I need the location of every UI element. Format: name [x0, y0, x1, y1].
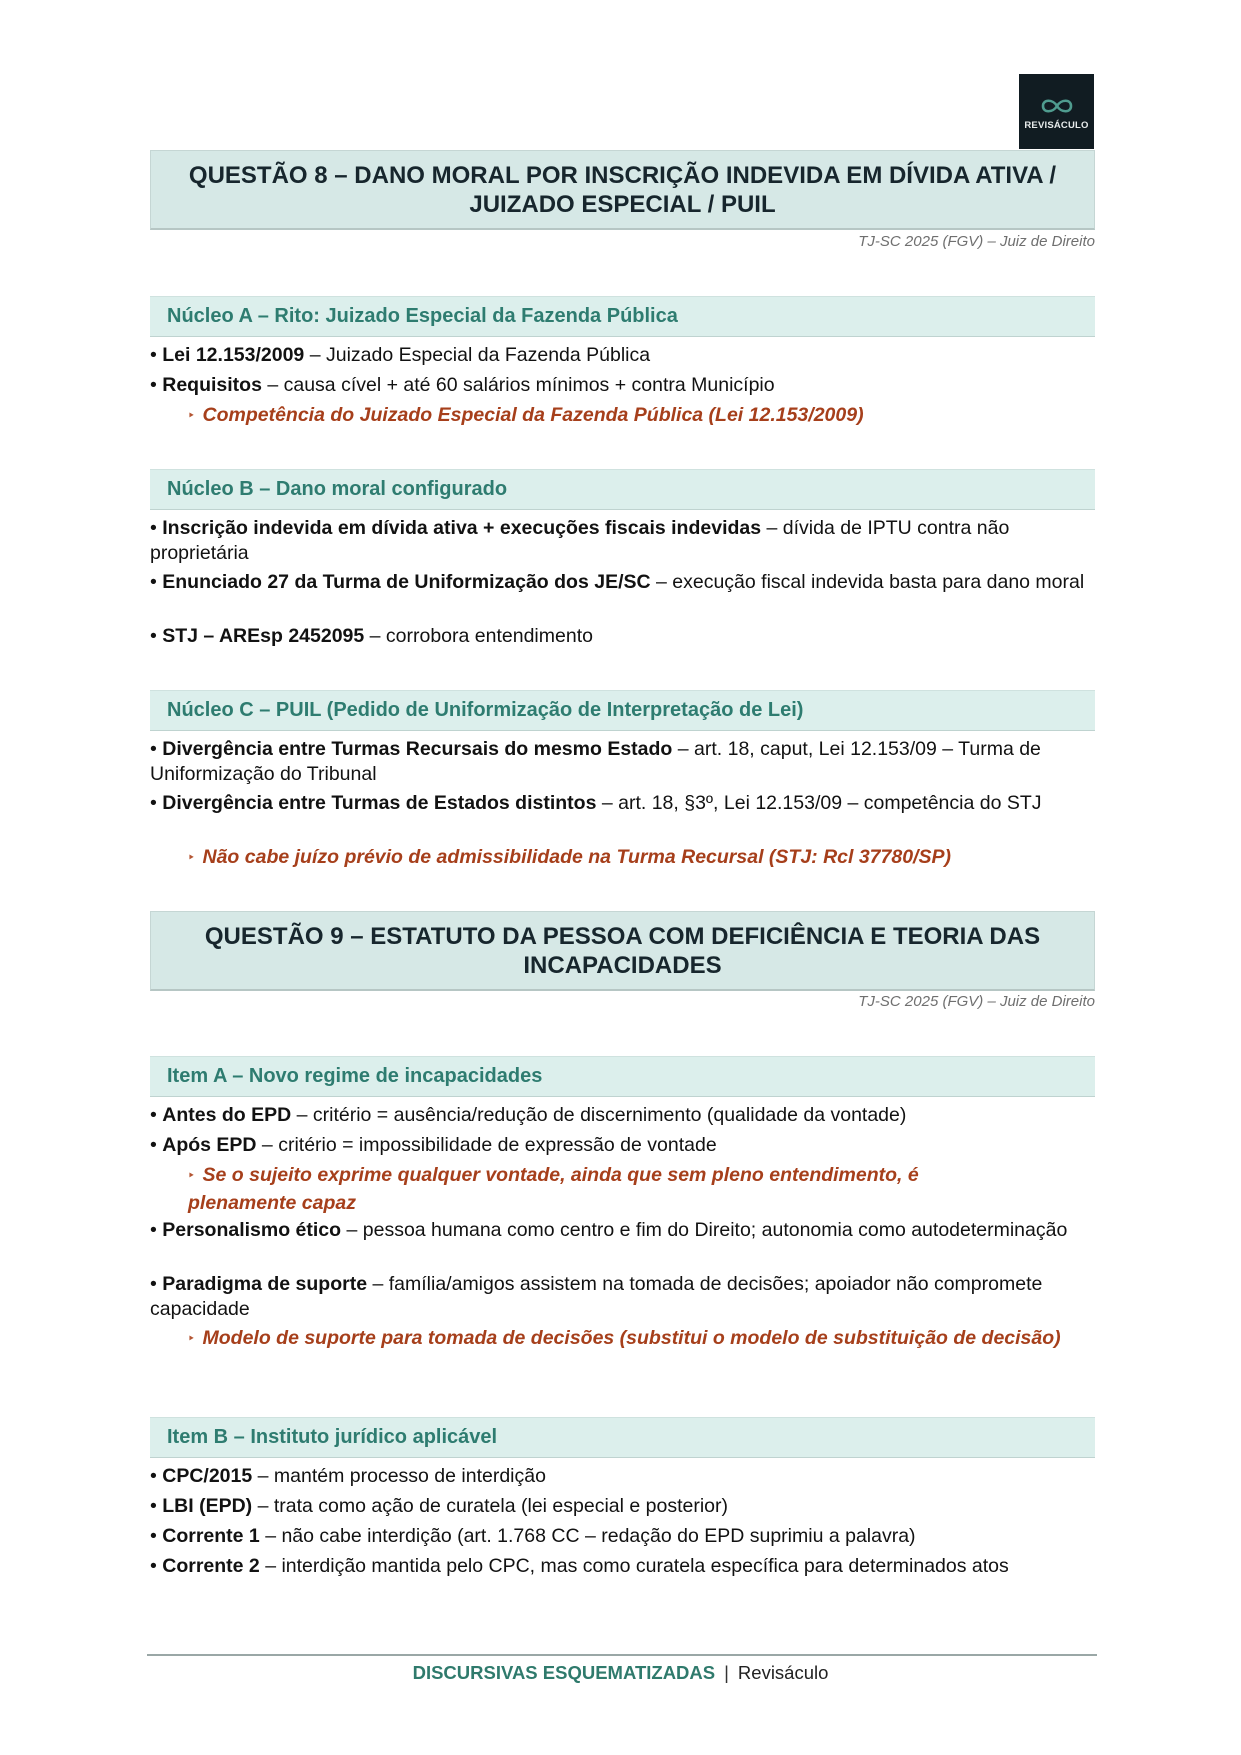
highlight-note: ‣ Modelo de suporte para tomada de decisões (substitui o modelo de substituição de decisão): [188, 1327, 1061, 1349]
section-header: [150, 469, 1095, 510]
list-item: • Antes do EPD – critério = ausência/redução de discernimento (qualidade da vontade): [150, 1104, 907, 1126]
infinity-icon: [1039, 96, 1075, 116]
revisaculo-logo: [1019, 74, 1094, 149]
highlight-note: ‣ Competência do Juizado Especial da Fazenda Pública (Lei 12.153/2009): [188, 404, 864, 426]
question-9-header: [150, 911, 1095, 991]
page-footer: [0, 1662, 1241, 1684]
footer-brand: DISCURSIVAS ESQUEMATIZADAS: [412, 1662, 716, 1683]
question-title: QUESTÃO 8 – DANO MORAL POR INSCRIÇÃO INDEVIDA EM DÍVIDA ATIVA / JUIZADO ESPECIAL / PUIL: [188, 161, 1057, 218]
section-title: Núcleo A – Rito: Juizado Especial da Fazenda Pública: [167, 305, 678, 327]
list-item: • Lei 12.153/2009 – Juizado Especial da Fazenda Pública: [150, 344, 651, 366]
question-source: TJ-SC 2025 (FGV) – Juiz de Direito: [858, 233, 1095, 250]
footer-divider: [147, 1654, 1097, 1656]
list-item: • Inscrição indevida em dívida ativa + execuções fiscais indevidas – dívida de IPTU contra não proprietária: [150, 517, 1010, 564]
list-item: • LBI (EPD) – trata como ação de curatela (lei especial e posterior): [150, 1495, 728, 1517]
list-item: • Corrente 1 – não cabe interdição (art. 1.768 CC – redação do EPD suprimiu a palavra): [150, 1525, 916, 1547]
list-item: • Divergência entre Turmas de Estados distintos – art. 18, §3º, Lei 12.153/09 – competência do STJ: [150, 792, 1042, 814]
list-item: • Divergência entre Turmas Recursais do mesmo Estado – art. 18, caput, Lei 12.153/09 – Turma de Uniformização do Tribunal: [150, 738, 1041, 785]
triangle-bullet-icon: ‣: [188, 852, 195, 864]
list-item: • Personalismo ético – pessoa humana como centro e fim do Direito; autonomia como autodeterminação: [150, 1219, 1068, 1241]
section-title: Item A – Novo regime de incapacidades: [167, 1065, 543, 1087]
logo-text: REVISÁCULO: [1024, 120, 1089, 131]
list-item: • Paradigma de suporte – família/amigos assistem na tomada de decisões; apoiador não compromete capacidade: [150, 1273, 1043, 1320]
question-8-header: [150, 150, 1095, 230]
section-header: [150, 1417, 1095, 1458]
list-item: • Enunciado 27 da Turma de Uniformização dos JE/SC – execução fiscal indevida basta para dano moral: [150, 571, 1085, 593]
question-source: TJ-SC 2025 (FGV) – Juiz de Direito: [858, 993, 1095, 1010]
section-title: Item B – Instituto jurídico aplicável: [167, 1426, 498, 1448]
section-header: [150, 296, 1095, 337]
triangle-bullet-icon: ‣: [188, 1333, 195, 1345]
highlight-note: ‣ Não cabe juízo prévio de admissibilidade na Turma Recursal (STJ: Rcl 37780/SP): [188, 846, 951, 868]
triangle-bullet-icon: ‣: [188, 1170, 195, 1182]
list-item: • Requisitos – causa cível + até 60 salários mínimos + contra Município: [150, 374, 775, 396]
section-header: [150, 1056, 1095, 1097]
footer-name: Revisáculo: [737, 1662, 829, 1683]
question-title: QUESTÃO 9 – ESTATUTO DA PESSOA COM DEFICIÊNCIA E TEORIA DAS INCAPACIDADES: [204, 922, 1041, 979]
section-title: Núcleo B – Dano moral configurado: [167, 478, 508, 500]
list-item: • STJ – AREsp 2452095 – corrobora entendimento: [150, 625, 593, 647]
footer-separator: |: [724, 1662, 729, 1683]
list-item: • CPC/2015 – mantém processo de interdição: [150, 1465, 546, 1487]
highlight-note: ‣ Se o sujeito exprime qualquer vontade, ainda que sem pleno entendimento, é plenamente capaz: [188, 1164, 919, 1214]
list-item: • Após EPD – critério = impossibilidade de expressão de vontade: [150, 1134, 717, 1156]
section-title: Núcleo C – PUIL (Pedido de Uniformização de Interpretação de Lei): [167, 699, 804, 721]
list-item: • Corrente 2 – interdição mantida pelo CPC, mas como curatela específica para determinados atos: [150, 1555, 1009, 1577]
triangle-bullet-icon: ‣: [188, 410, 195, 422]
section-header: [150, 690, 1095, 731]
